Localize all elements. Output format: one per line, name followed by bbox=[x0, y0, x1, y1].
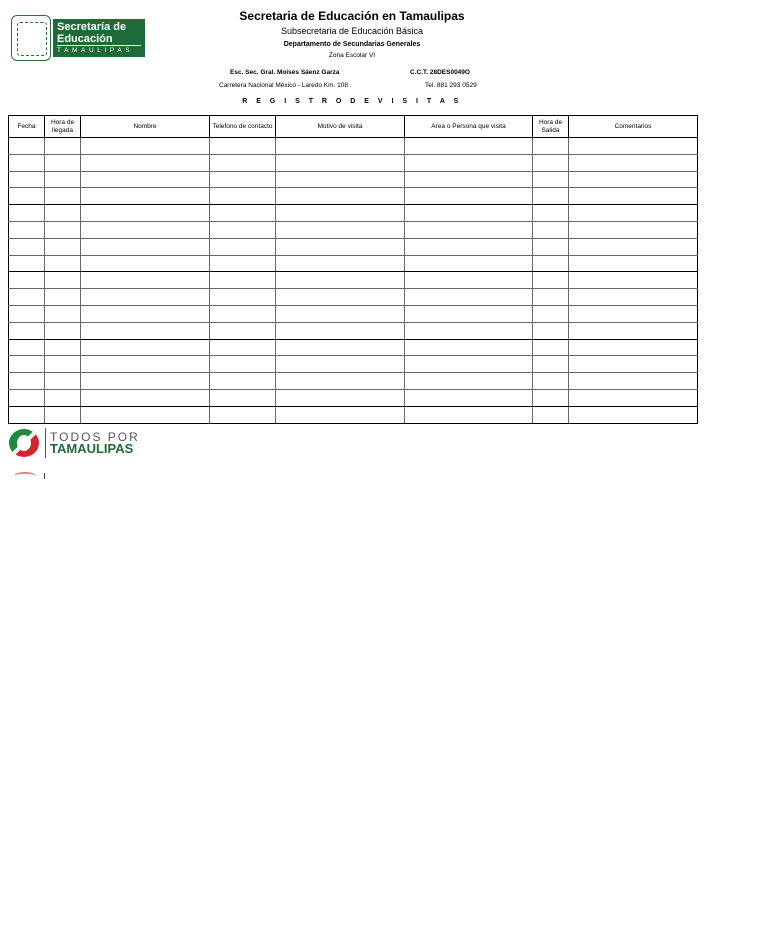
table-cell[interactable] bbox=[276, 322, 405, 339]
table-row bbox=[9, 138, 698, 155]
register-title: R E G I S T R O D E V I S I T A S bbox=[242, 98, 462, 105]
page-title: Secretaria de Educación en Tamaulipas bbox=[239, 9, 465, 23]
table-cell[interactable] bbox=[405, 188, 533, 205]
table-cell[interactable] bbox=[45, 171, 81, 188]
table-cell[interactable] bbox=[81, 406, 210, 423]
table-cell[interactable] bbox=[276, 289, 405, 306]
table-cell[interactable] bbox=[533, 356, 569, 373]
table-cell[interactable] bbox=[405, 305, 533, 322]
table-cell[interactable] bbox=[210, 305, 276, 322]
table-cell[interactable] bbox=[533, 238, 569, 255]
table-cell[interactable] bbox=[45, 356, 81, 373]
subtitle: Subsecretaria de Educación Básica bbox=[280, 26, 424, 36]
table-row bbox=[9, 272, 698, 289]
table-row bbox=[9, 221, 698, 238]
table-cell[interactable] bbox=[405, 289, 533, 306]
table-cell[interactable] bbox=[405, 389, 533, 406]
table-header-row bbox=[9, 116, 698, 138]
tricolor-swirl-icon bbox=[9, 429, 39, 457]
table-cell[interactable] bbox=[533, 322, 569, 339]
table-cell[interactable] bbox=[533, 389, 569, 406]
table-cell[interactable] bbox=[9, 322, 45, 339]
table-cell[interactable] bbox=[210, 289, 276, 306]
table-cell[interactable] bbox=[9, 221, 45, 238]
table-cell[interactable] bbox=[210, 221, 276, 238]
table-cell[interactable] bbox=[81, 289, 210, 306]
table-cell[interactable] bbox=[276, 305, 405, 322]
table-cell[interactable] bbox=[45, 255, 81, 272]
table-cell[interactable] bbox=[405, 205, 533, 222]
table-cell[interactable] bbox=[533, 221, 569, 238]
table-row bbox=[9, 389, 698, 406]
table-cell[interactable] bbox=[45, 305, 81, 322]
table-row bbox=[9, 154, 698, 171]
table-cell[interactable] bbox=[276, 238, 405, 255]
table-cell[interactable] bbox=[45, 188, 81, 205]
table-cell[interactable] bbox=[45, 238, 81, 255]
table-cell[interactable] bbox=[210, 238, 276, 255]
table-cell[interactable] bbox=[9, 272, 45, 289]
table-cell[interactable] bbox=[533, 339, 569, 356]
visits-table bbox=[8, 115, 698, 424]
table-cell[interactable] bbox=[45, 373, 81, 390]
table-cell[interactable] bbox=[81, 205, 210, 222]
table-cell[interactable] bbox=[533, 406, 569, 423]
table-cell[interactable] bbox=[9, 138, 45, 155]
table-cell[interactable] bbox=[569, 305, 698, 322]
table-cell[interactable] bbox=[210, 389, 276, 406]
table-row bbox=[9, 373, 698, 390]
table-cell[interactable] bbox=[45, 389, 81, 406]
table-cell[interactable] bbox=[569, 138, 698, 155]
table-cell[interactable] bbox=[569, 205, 698, 222]
faded-logo-fragment-icon bbox=[14, 472, 36, 480]
table-cell[interactable] bbox=[81, 221, 210, 238]
table-cell[interactable] bbox=[81, 389, 210, 406]
table-cell[interactable] bbox=[405, 171, 533, 188]
table-cell[interactable] bbox=[81, 305, 210, 322]
table-row bbox=[9, 339, 698, 356]
table-cell[interactable] bbox=[276, 188, 405, 205]
table-cell[interactable] bbox=[9, 289, 45, 306]
table-cell[interactable] bbox=[9, 389, 45, 406]
table-cell[interactable] bbox=[569, 406, 698, 423]
table-cell[interactable] bbox=[81, 339, 210, 356]
table-cell[interactable] bbox=[276, 406, 405, 423]
col-motivo: Motivo de visita bbox=[276, 116, 405, 138]
table-cell[interactable] bbox=[9, 154, 45, 171]
table-cell[interactable] bbox=[9, 373, 45, 390]
cct-code: C.C.T. 28DES0049O bbox=[410, 69, 470, 76]
table-cell[interactable] bbox=[405, 406, 533, 423]
table-cell[interactable] bbox=[533, 305, 569, 322]
table-cell[interactable] bbox=[210, 339, 276, 356]
table-cell[interactable] bbox=[405, 238, 533, 255]
table-row bbox=[9, 356, 698, 373]
table-row bbox=[9, 205, 698, 222]
table-cell[interactable] bbox=[569, 322, 698, 339]
table-cell[interactable] bbox=[405, 154, 533, 171]
address: Carretera Nacional México - Laredo Km. 108 . bbox=[219, 82, 352, 89]
table-row bbox=[9, 289, 698, 306]
table-cell[interactable] bbox=[45, 205, 81, 222]
table-cell[interactable] bbox=[81, 272, 210, 289]
table-cell[interactable] bbox=[210, 272, 276, 289]
table-cell[interactable] bbox=[81, 356, 210, 373]
table-cell[interactable] bbox=[276, 205, 405, 222]
table-cell[interactable] bbox=[405, 373, 533, 390]
table-cell[interactable] bbox=[45, 339, 81, 356]
col-hora-llegada: Hora de llegada bbox=[45, 116, 81, 138]
table-row bbox=[9, 322, 698, 339]
table-cell[interactable] bbox=[9, 356, 45, 373]
logo-line1: Secretaría de bbox=[57, 21, 127, 33]
table-cell[interactable] bbox=[569, 389, 698, 406]
table-cell[interactable] bbox=[405, 272, 533, 289]
table-cell[interactable] bbox=[569, 238, 698, 255]
table-cell[interactable] bbox=[569, 221, 698, 238]
table-cell[interactable] bbox=[45, 221, 81, 238]
table-cell[interactable] bbox=[405, 356, 533, 373]
table-cell[interactable] bbox=[9, 188, 45, 205]
table-cell[interactable] bbox=[210, 373, 276, 390]
table-cell[interactable] bbox=[533, 205, 569, 222]
zone: Zona Escolar VI bbox=[328, 52, 376, 59]
table-cell[interactable] bbox=[569, 289, 698, 306]
table-cell[interactable] bbox=[210, 406, 276, 423]
col-telefono: Telefono de contacto bbox=[210, 116, 276, 138]
table-cell[interactable] bbox=[569, 356, 698, 373]
department: Departamento de Secundarias Generales bbox=[283, 41, 421, 48]
table-cell[interactable] bbox=[533, 373, 569, 390]
table-cell[interactable] bbox=[45, 138, 81, 155]
table-cell[interactable] bbox=[569, 255, 698, 272]
table-cell[interactable] bbox=[45, 322, 81, 339]
table-cell[interactable] bbox=[569, 188, 698, 205]
table-cell[interactable] bbox=[210, 255, 276, 272]
table-cell[interactable] bbox=[533, 289, 569, 306]
table-cell[interactable] bbox=[9, 238, 45, 255]
table-cell[interactable] bbox=[210, 205, 276, 222]
table-cell[interactable] bbox=[81, 171, 210, 188]
table-cell[interactable] bbox=[569, 154, 698, 171]
table-cell[interactable] bbox=[9, 205, 45, 222]
table-row bbox=[9, 188, 698, 205]
table-cell[interactable] bbox=[210, 154, 276, 171]
school-name: Esc. Sec. Gral. Moisés Sáenz Garza bbox=[230, 69, 340, 76]
table-row bbox=[9, 406, 698, 423]
table-cell[interactable] bbox=[276, 389, 405, 406]
table-cell[interactable] bbox=[81, 154, 210, 171]
table-cell[interactable] bbox=[9, 255, 45, 272]
table-cell[interactable] bbox=[533, 138, 569, 155]
table-cell[interactable] bbox=[210, 188, 276, 205]
table-cell[interactable] bbox=[81, 138, 210, 155]
table-cell[interactable] bbox=[210, 356, 276, 373]
table-cell[interactable] bbox=[405, 138, 533, 155]
table-cell[interactable] bbox=[210, 171, 276, 188]
table-cell[interactable] bbox=[276, 221, 405, 238]
table-cell[interactable] bbox=[405, 221, 533, 238]
table-cell[interactable] bbox=[210, 322, 276, 339]
col-fecha: Fecha bbox=[9, 116, 45, 138]
table-cell[interactable] bbox=[276, 272, 405, 289]
table-cell[interactable] bbox=[276, 138, 405, 155]
footer-line2: TAMAULIPAS bbox=[50, 441, 134, 456]
table-cell[interactable] bbox=[45, 289, 81, 306]
table-cell[interactable] bbox=[405, 255, 533, 272]
table-cell[interactable] bbox=[533, 154, 569, 171]
table-row bbox=[9, 255, 698, 272]
table-cell[interactable] bbox=[276, 171, 405, 188]
table-cell[interactable] bbox=[81, 188, 210, 205]
table-cell[interactable] bbox=[9, 171, 45, 188]
table-cell[interactable] bbox=[210, 138, 276, 155]
table-cell[interactable] bbox=[533, 171, 569, 188]
table-cell[interactable] bbox=[276, 373, 405, 390]
table-cell[interactable] bbox=[81, 373, 210, 390]
table-cell[interactable] bbox=[276, 255, 405, 272]
col-hora-salida: Hora de Salida bbox=[533, 116, 569, 138]
todos-por-tamaulipas-logo bbox=[9, 427, 141, 459]
table-cell[interactable] bbox=[81, 322, 210, 339]
table-cell[interactable] bbox=[81, 255, 210, 272]
table-cell[interactable] bbox=[45, 272, 81, 289]
table-cell[interactable] bbox=[533, 255, 569, 272]
table-cell[interactable] bbox=[569, 272, 698, 289]
phone: Tel. 881 293 0529 bbox=[425, 82, 477, 89]
table-cell[interactable] bbox=[81, 238, 210, 255]
table-cell[interactable] bbox=[276, 356, 405, 373]
table-cell[interactable] bbox=[9, 406, 45, 423]
table-cell[interactable] bbox=[569, 171, 698, 188]
table-cell[interactable] bbox=[45, 154, 81, 171]
table-row bbox=[9, 171, 698, 188]
table-cell[interactable] bbox=[276, 154, 405, 171]
col-area: Area o Persona que visita bbox=[405, 116, 533, 138]
table-cell[interactable] bbox=[569, 373, 698, 390]
table-cell[interactable] bbox=[9, 305, 45, 322]
logo-line3: TAMAULIPAS bbox=[57, 47, 134, 54]
col-nombre: Nombre bbox=[81, 116, 210, 138]
table-row bbox=[9, 305, 698, 322]
col-comentarios: Comentarios bbox=[569, 116, 698, 138]
table-cell[interactable] bbox=[405, 322, 533, 339]
logo-line2: Educación bbox=[57, 33, 113, 45]
table-cell[interactable] bbox=[533, 188, 569, 205]
footer-line1: TODOS POR bbox=[50, 430, 140, 444]
table-cell[interactable] bbox=[9, 339, 45, 356]
table-cell[interactable] bbox=[569, 339, 698, 356]
table-cell[interactable] bbox=[45, 406, 81, 423]
table-cell[interactable] bbox=[405, 339, 533, 356]
table-cell[interactable] bbox=[533, 272, 569, 289]
table-cell[interactable] bbox=[276, 339, 405, 356]
table-row bbox=[9, 238, 698, 255]
